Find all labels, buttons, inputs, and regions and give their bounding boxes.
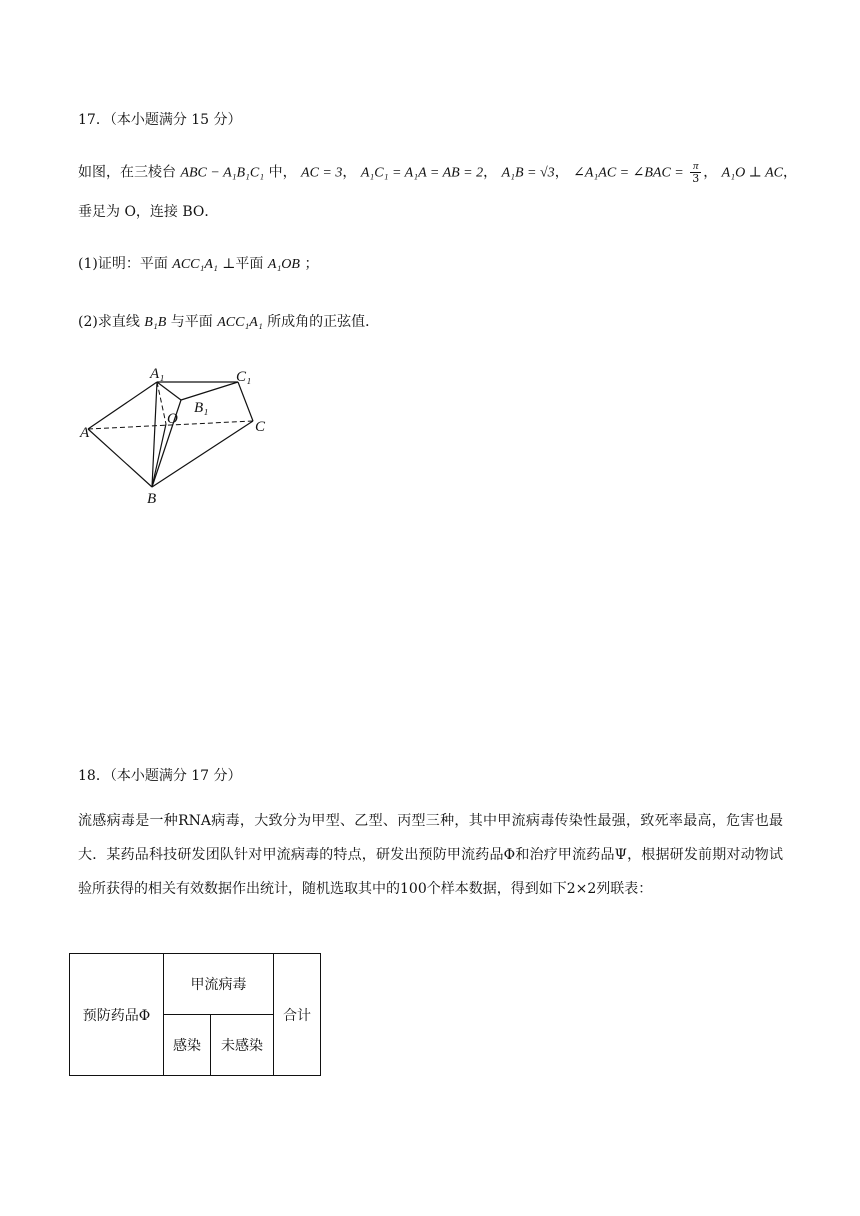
q17-sep: ， — [342, 164, 357, 181]
q17-part2 — [78, 312, 379, 333]
q17-sep: ， — [554, 164, 569, 181]
edge-b-c — [152, 421, 253, 487]
q17-sep: ， — [783, 164, 797, 181]
row-header-cell: 预防药品Φ — [70, 954, 164, 1076]
q17-part2-end: 所成角的正弦值． — [267, 314, 380, 330]
contingency-table — [69, 953, 321, 1076]
q17-eq-ac: AC = 3 — [301, 165, 343, 181]
q17-part2-mid: 与平面 — [170, 314, 213, 330]
edge-b-a1 — [152, 382, 157, 487]
edge-a1-b1 — [157, 382, 181, 400]
edge-a-b — [88, 429, 152, 487]
q18-heading: 18．（本小题满分 17 分） — [78, 768, 242, 784]
infected-header-cell: 感染 — [164, 1015, 211, 1076]
q17-sep: ， — [703, 164, 718, 181]
q17-part1-pre: (1)证明：平面 — [78, 256, 168, 272]
label-o: O — [167, 411, 178, 427]
edge-c1-c — [238, 382, 253, 421]
contingency-table-container — [69, 953, 321, 1076]
q18-body: 流感病毒是一种RNA病毒，大致分为甲型、乙型、丙型三种，其中甲流病毒传染性最强，致死率最高，危害也最大．某药品科技研发团队针对甲流病毒的特点，研发出预防甲流药品Φ和治疗甲流药品Ψ，根据研发前期对动物试验所获得的相关有效数据作出统计，随机选取其中的100个样本数据，得到如下2×2列联表： — [78, 813, 783, 897]
label-b: B — [147, 491, 157, 507]
q17-intro-pre: 如图，在三棱台 — [78, 164, 176, 181]
q17-eq-lengths: A₁C₁ = A₁A = AB = 2 — [360, 165, 484, 181]
q17-heading: 17．（本小题满分 15 分） — [78, 112, 242, 128]
q17-fraction-numerator: π — [690, 160, 701, 173]
q17-fraction-denominator: 3 — [692, 172, 700, 185]
label-b1: B₁ — [194, 400, 209, 416]
edge-a-a1 — [88, 382, 157, 429]
q17-part1-mid: ⊥平面 — [222, 256, 264, 272]
q17-eq-a1b: A₁B = √3 — [501, 165, 555, 181]
q17-sep: ， — [483, 164, 498, 181]
label-a: A — [80, 425, 90, 441]
label-c1: C₁ — [236, 369, 252, 385]
q17-eq-angles: ∠A₁AC = ∠BAC = — [573, 165, 684, 181]
frustum-figure — [78, 360, 288, 510]
q17-eq-perp: A₁O ⊥ AC — [721, 165, 783, 181]
q17-part1-end: ； — [304, 256, 319, 272]
total-header-cell: 合计 — [274, 954, 321, 1076]
q17-fraction — [690, 160, 701, 185]
group-header-cell: 甲流病毒 — [164, 954, 274, 1015]
label-a1: A₁ — [150, 366, 165, 382]
q17-part1 — [78, 254, 318, 275]
edge-b1-c1 — [181, 382, 238, 400]
q17-frustum: ABC − A₁B₁C₁ — [180, 165, 265, 181]
not-infected-header-cell: 未感染 — [211, 1015, 274, 1076]
q17-part2-pre: (2)求直线 — [78, 314, 140, 330]
q17-intro-mid: 中， — [268, 164, 297, 181]
q17-intro-line1 — [78, 160, 797, 185]
q17-part2-line: B₁B — [144, 315, 167, 330]
q17-part1-plane1: ACC₁A₁ — [172, 257, 218, 272]
q17-part2-plane: ACC₁A₁ — [217, 315, 263, 330]
q17-part1-plane2: A₁OB — [267, 257, 300, 272]
q17-intro-line2: 垂足为 O，连接 BO． — [78, 204, 219, 220]
label-c: C — [255, 419, 266, 435]
